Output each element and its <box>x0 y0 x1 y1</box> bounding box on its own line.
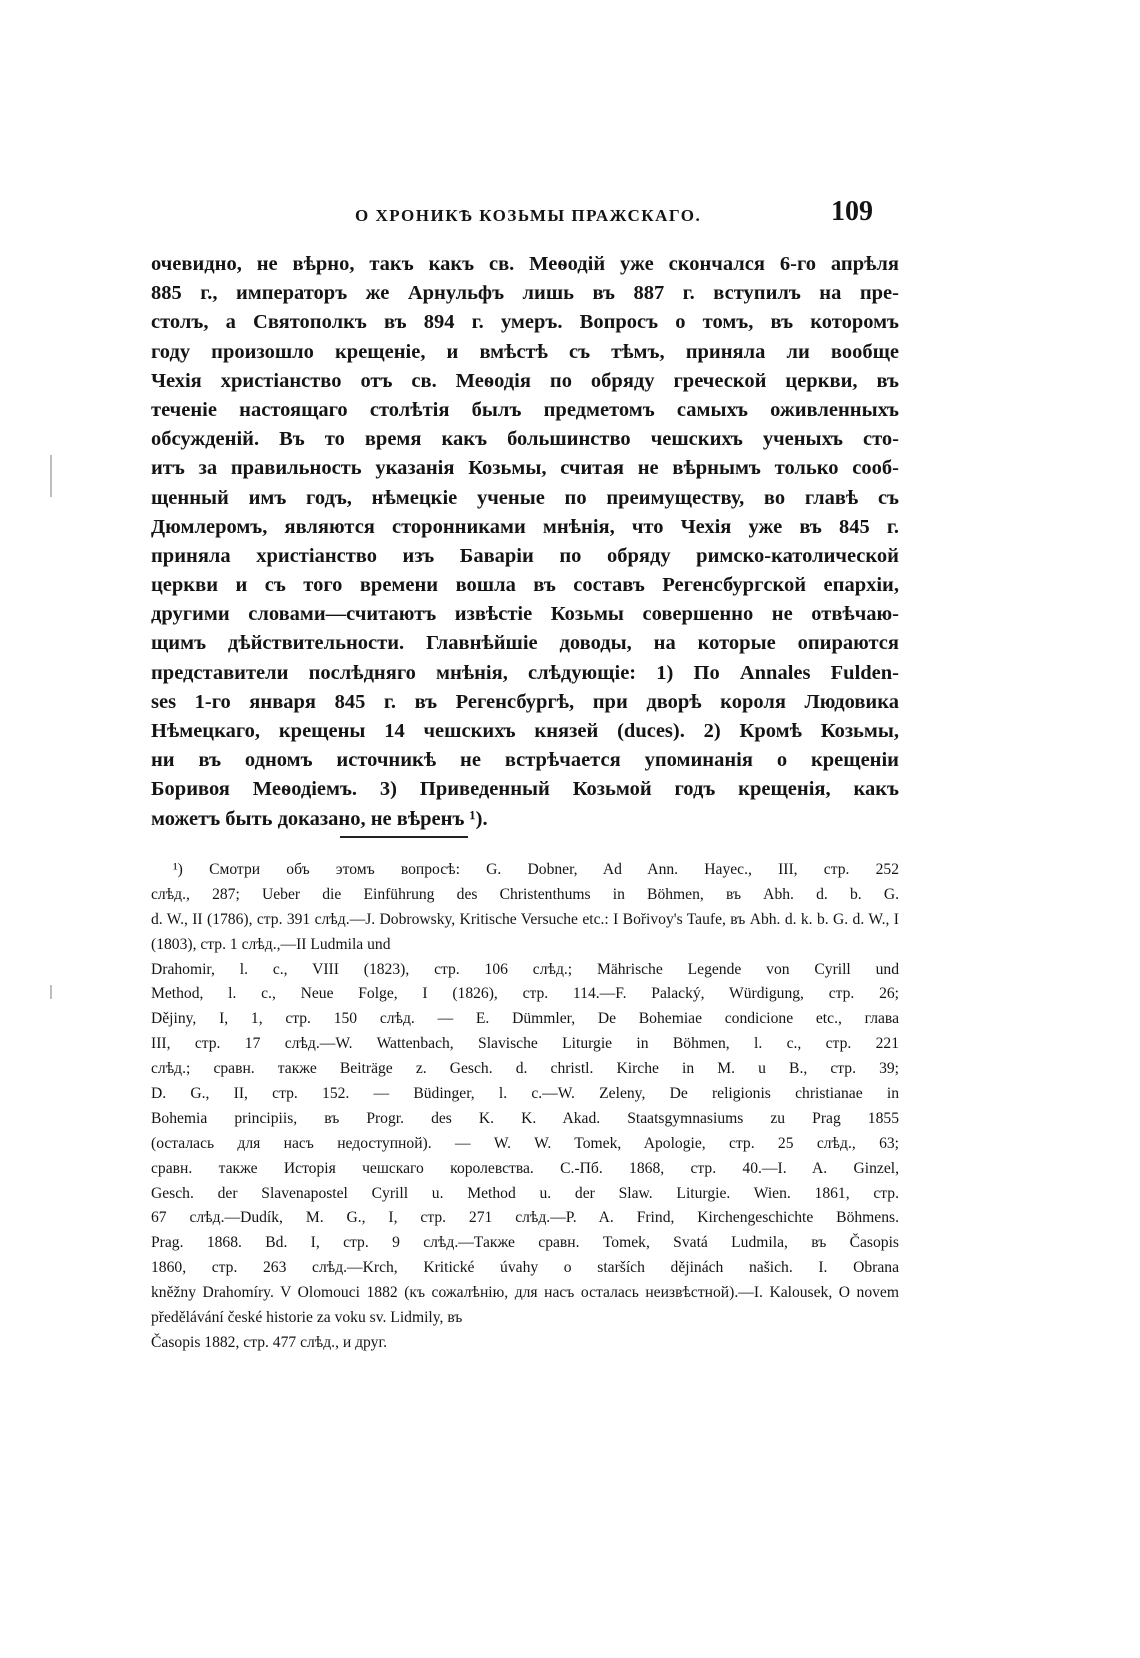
footnote-line: сравн. также Исторія чешскаго королевства. С.-Пб. 1868, стр. 40.—I. A. Ginzel, <box>151 1159 899 1177</box>
body-line: Чехія христіанство отъ св. Меѳодія по обряду греческой церкви, въ <box>151 369 899 392</box>
body-line: Дюмлеромъ, являются сторонниками мнѣнія, что Чехія уже въ 845 г. <box>151 515 899 538</box>
footnote-line: ¹) Смотри объ этомъ вопросѣ: G. Dobner, Ad Ann. Hayec., III, стр. 252 <box>173 861 899 878</box>
footnote-line: слѣд.; сравн. также Beiträge z. Gesch. d. christl. Kirche in M. u B., стр. 39; <box>151 1060 899 1078</box>
body-line: можетъ быть доказано, не вѣренъ ¹). <box>151 807 488 830</box>
body-line: теченіе настоящаго столѣтія былъ предметомъ самыхъ оживленныхъ <box>151 398 899 421</box>
body-line: щенный имъ годъ, нѣмецкіе ученые по преимуществу, во главѣ съ <box>151 486 899 509</box>
page-header <box>145 196 905 236</box>
body-line: году произошло крещеніе, и вмѣстѣ съ тѣмъ, приняла ли вообще <box>151 340 899 363</box>
footnote-line: Časopis 1882, стр. 477 слѣд., и друг. <box>151 1333 387 1351</box>
footnote-line: Prag. 1868. Bd. I, стр. 9 слѣд.—Также сравн. Tomek, Svatá Ludmila, въ Časopis <box>151 1234 899 1252</box>
body-text <box>151 250 899 834</box>
footnote-line: III, стр. 17 слѣд.—W. Wattenbach, Slavische Liturgie in Böhmen, l. c., стр. 221 <box>151 1035 899 1053</box>
body-line: Боривоя Меѳодіемъ. 3) Приведенный Козьмой годъ крещенія, какъ <box>151 778 899 801</box>
body-line: столъ, а Святополкъ въ 894 г. умеръ. Вопросъ о томъ, въ которомъ <box>151 311 899 334</box>
margin-mark <box>50 455 52 497</box>
body-line: ни въ одномъ источникѣ не встрѣчается упоминанія о крещеніи <box>151 749 899 772</box>
footnote-line: Bohemia principiis, въ Progr. des K. K. Akad. Staatsgymnasiums zu Prag 1855 <box>151 1109 899 1127</box>
body-line: другими словами—считаютъ извѣстіе Козьмы совершенно не отвѣчаю- <box>151 603 899 626</box>
footnote-line: Dějiny, I, 1, стр. 150 слѣд. — E. Dümmler, De Bohemiae condicione etc., глава <box>151 1010 899 1028</box>
footnote-line: (осталась для насъ недоступной). — W. W. Tomek, Apologie, стр. 25 слѣд., 63; <box>151 1134 899 1152</box>
footnotes <box>151 858 899 1356</box>
body-line: церкви и съ того времени вошла въ составъ Регенсбургской епархіи, <box>151 574 899 597</box>
margin-mark <box>50 985 52 999</box>
body-line: очевидно, не вѣрно, такъ какъ св. Меѳодій уже скончался 6-го апрѣля <box>151 253 899 275</box>
body-line: Нѣмецкаго, крещены 14 чешскихъ князей (duces). 2) Кромѣ Козьмы, <box>151 720 899 742</box>
footnote-line: Method, l. c., Neue Folge, I (1826), стр. 114.—F. Palacký, Würdigung, стр. 26; <box>151 985 899 1003</box>
body-line: обсужденій. Въ то время какъ большинство чешскихъ ученыхъ сто- <box>151 428 899 451</box>
footnote-line: слѣд., 287; Ueber die Einführung des Christenthums in Böhmen, въ Abh. d. b. G. <box>151 885 899 903</box>
footnote-line: 1860, стр. 263 слѣд.—Krch, Kritické úvahy o starších dějinách našich. I. Obrana <box>151 1259 899 1277</box>
body-line: 885 г., императоръ же Арнульфъ лишь въ 887 г. вступилъ на пре- <box>151 282 899 305</box>
footnote-line: 67 слѣд.—Dudík, M. G., I, стр. 271 слѣд.—P. A. Frind, Kirchengeschichte Böhmens. <box>151 1209 899 1227</box>
body-line: представители послѣдняго мнѣнія, слѣдующіе: 1) По Annales Fulden- <box>151 661 899 684</box>
footnote-rule <box>340 836 468 838</box>
footnote-line: Drahomir, l. c., VIII (1823), стр. 106 слѣд.; Mährische Legende von Cyrill und <box>151 960 899 978</box>
body-line: ses 1-го января 845 г. въ Регенсбургѣ, при дворѣ короля Людовика <box>151 690 899 713</box>
footnote-line: Gesch. der Slavenapostel Cyrill u. Method u. der Slaw. Liturgie. Wien. 1861, стр. <box>151 1184 899 1202</box>
body-line: итъ за правильность указанія Козьмы, считая не вѣрнымъ только сооб- <box>151 457 899 480</box>
body-line: приняла христіанство изъ Баваріи по обряду римско-католической <box>151 544 899 567</box>
page-number: 109 <box>831 196 873 227</box>
body-line: щимъ дѣйствительности. Главнѣйшіе доводы, на которые опираются <box>151 632 899 655</box>
running-head: О ХРОНИКѢ КОЗЬМЫ ПРАЖСКАГО. <box>355 206 702 225</box>
footnote-line: kněžny Drahomíry. V Olomouci 1882 (къ сожалѣнію, для насъ осталась неизвѣстной).—I. Kalousek, O novem předělávání české historie za voku sv. Lidmily, въ <box>151 1284 899 1327</box>
footnote-line: D. G., II, стр. 152. — Büdinger, l. c.—W. Zeleny, De religionis christianae in <box>151 1085 899 1103</box>
footnote-line: d. W., II (1786), стр. 391 слѣд.—J. Dobrowsky, Kritische Versuche etc.: I Bořivoy's Taufe, въ Abh. d. k. b. G. d. W., I (1803), стр. 1 слѣд.,—II Ludmila und <box>151 910 899 953</box>
